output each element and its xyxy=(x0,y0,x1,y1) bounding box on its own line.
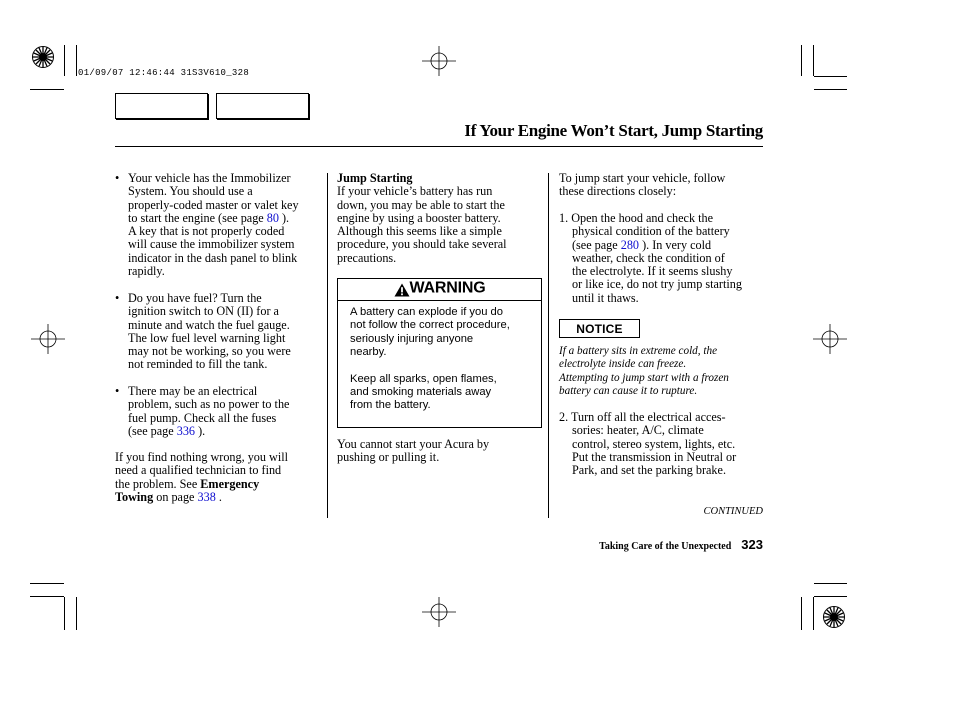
fuel-bullet: • Do you have fuel? Turn the ignition switch to ON (II) for a minute and watch the fuel gauge. The low fuel level warning light may not be working, so you were not reminded to fill the tank. xyxy=(115,291,291,372)
step-1: 1. Open the hood and check the physical condition of the battery (see page 280 ). In very cold weather, check the condition of the electrolyte. If it seems slushy or like ice, do not try jump starting until it thaws. xyxy=(559,211,742,305)
step-2: 2. Turn off all the electrical acces- sories: heater, A/C, climate control, stereo system, lights, etc. Put the transmission in Neutral or Park, and set the parking brake. xyxy=(559,410,737,478)
registration-crosshair-icon xyxy=(422,597,456,627)
warning-header: WARNING xyxy=(338,279,541,301)
push-pull-note: You cannot start your Acura by pushing or pulling it. xyxy=(337,437,490,465)
header-rule xyxy=(115,146,763,147)
column-divider xyxy=(327,173,328,518)
notice-box: NOTICE xyxy=(559,319,640,338)
registration-starburst-icon xyxy=(31,45,55,69)
page-link-80[interactable]: 80 xyxy=(266,210,279,225)
page-title: If Your Engine Won’t Start, Jump Starting xyxy=(464,121,763,140)
print-stamp: 01/09/07 12:46:44 31S3V610_328 xyxy=(78,68,250,78)
nav-tab-blank-1[interactable] xyxy=(115,93,208,119)
page-link-338[interactable]: 338 xyxy=(197,489,216,504)
page-link-336[interactable]: 336 xyxy=(176,423,196,438)
page-number: 323 xyxy=(741,537,763,552)
registration-crosshair-icon xyxy=(813,324,847,354)
continued-label: CONTINUED xyxy=(703,506,763,517)
footer-section-title: Taking Care of the Unexpected xyxy=(599,541,732,552)
warning-text: A battery can explode if you do not follow the correct procedure, seriously injuring anyone nearby. Keep all sparks, open flames, and smoking materials away from the battery. xyxy=(350,306,510,412)
page-footer xyxy=(599,536,763,554)
jump-starting-section: Jump Starting If your vehicle’s battery has run down, you may be able to start the engine by using a booster battery. Although this seems like a simple procedure, you should take several precautions. xyxy=(337,172,542,265)
page-link-280[interactable]: 280 xyxy=(620,237,640,252)
warning-triangle-icon xyxy=(394,283,410,297)
notice-text: If a battery sits in extreme cold, the electrolyte inside can freeze. Attempting to jump start with a frozen battery can cause it to rupture. xyxy=(559,345,729,397)
immobilizer-bullet: • Your vehicle has the Immobilizer System. You should use a properly-coded master or valet key to start the engine (see page 80 ). A key that is not properly coded will cause the immobilizer system indicator in the dash panel to blink rapidly. xyxy=(115,171,299,279)
electrical-bullet: • There may be an electrical problem, such as no power to the fuel pump. Check all the fuses (see page 336 ). xyxy=(115,384,290,438)
registration-starburst-icon xyxy=(822,605,846,629)
nav-tab-blank-2[interactable] xyxy=(216,93,309,119)
section-heading: Jump Starting xyxy=(337,171,413,185)
closing-paragraph: If you find nothing wrong, you will need a qualified technician to find the problem. See Emergency Towing on page 338 . xyxy=(115,450,288,504)
column-divider xyxy=(548,173,549,518)
registration-crosshair-icon xyxy=(422,46,456,76)
registration-crosshair-icon xyxy=(31,324,65,354)
warning-box xyxy=(337,278,542,428)
directions-intro: To jump start your vehicle, follow these directions closely: xyxy=(559,171,726,199)
